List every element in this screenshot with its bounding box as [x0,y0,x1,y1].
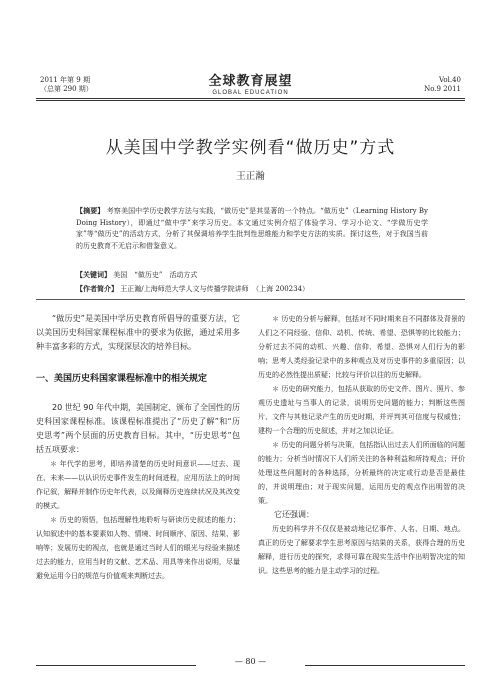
volume-number: Vol.40 [439,76,461,84]
quote-intro: 它还强调： [274,510,314,519]
body-paragraph: ＊ 历史的问题分析与决策，包括指认出过去人们所面临的问题的能力；分析当时情况下人们所关注的各种利益和所持观点；评价处理这些问题时的各种选择，分析最终的决定或行动是否是最佳的，并说明理由；对于现实问题，运用历史的观点作出明智的决策。 [258,441,465,505]
body-paragraph: ＊ 历史的研究能力，包括从获取的历史文件、图片、照片、参观历史遗址与当事人的记录，说明历史问题的能力；判断这些图片、文件与其他记录产生的历史时期，并评判其可信度与权威性；建构一个合理的历史叙述，并对之加以论证。 [258,385,465,435]
intro-paragraph: “做历史”是美国中学历史教育所倡导的重要方法，它以美国历史科国家课程标准中的要求为依据，通过采用多种丰富多彩的方式，实现深层次的培养目标。 [36,314,240,351]
abstract-divider [36,299,465,300]
left-column [36,312,240,583]
issue-number: 2011 年第 9 期 [40,76,90,84]
body-paragraph: 历史的科学并不仅仅是被动地记忆事件、人名、日期、地点。真正的历史了解要求学生思考原因与结果的关系，获得合理的历史解释，进行历史的探究，求得可靠在现实生活中作出明智决定的知识。这些思考的能力是主动学习的过程。 [258,525,465,575]
issue-total: （总第 290 期） [40,85,93,93]
keywords-text: 美国 “做历史” 活动方式 [113,271,198,279]
abstract-text: 考察美国中学历史教学方法与实践，“做历史”是其显著的一个特点。“做历史”（Learning History By Doing History），即通过“做中学”来学习历史。本文通过实例介绍了体验学习、学习小论文、“学做历史学家”等“做历史”的活动方式，分析了其保调培养学生批判性思维能力和学史方法的实质。探讨这些，对于我国当前的历史教育不无启示和借鉴意义。 [76,207,428,251]
abstract-tag: 【摘要】 [76,207,105,215]
keywords [76,270,428,280]
header-rule-thin [36,100,465,101]
header-rule [36,98,465,99]
body-paragraph: ＊ 历史的领悟，包括理解性地聆听与研读历史叙述的能力；认知叙述中的基本要素如人物、情境、时间顺序、原因、结果、影响等；发展历史的视点，也就是通过当时人们的眼光与经验来描述过去的能力，应用当时的文献、艺术品、用具等来作出说明，尽量避免运用今日的规范与价值观来判断过去。 [36,516,240,580]
footer-rule-right [305,665,465,666]
volume-info [424,76,461,94]
body-paragraph: ＊ 年代学的思考，即培养清楚的历史时间意识——过去、现在、未来——以认识历史事件发生的时间进程，应用历法上的时间作记叙，解释并制作历史年代表，以及阐释历史连续状况及其改变的模式。 [36,460,240,510]
right-column [258,312,465,578]
body-paragraph: ＊ 历史的分析与解释，包括对不同时期来自不同群体及背景的人们之不同经验、信仰、动机、传统、希望、恐惧等的比较能力；分析过去不同的动机、兴趣、信仰、希望、恐惧对人们行为的影响；思考人类经验记录中的多种观点及对历史事件的多重原因；以历史的必然性提出质疑；比较与评价以往的历史解释。 [258,315,465,379]
section-heading: 一、美国历史科国家课程标准中的相关规定 [36,374,208,384]
author-info-tag: 【作者简介】 [76,285,118,293]
abstract [76,206,428,253]
article-author: 王正瀚 [236,171,265,182]
author-info [76,284,428,294]
magazine-title: 全球教育展望 [208,74,293,89]
article-title: 从美国中学教学实例看“做历史”方式 [105,138,396,158]
magazine-subtitle: GLOBAL EDUCATION [212,90,289,96]
keywords-tag: 【关键词】 [76,271,111,279]
page-number: — 80 — [234,657,267,666]
body-paragraph: 20 世纪 90 年代中期，美国制定、颁布了全国性的历史科国家课程标准。该课程标准提出了“历史了解”和“历史思考”两个层面的历史教育目标。其中，“历史思考”包括五项要求： [36,403,240,454]
volume-issue: No.9 2011 [424,85,461,93]
author-info-text: 王正瀚/上海师范大学人文与传播学院讲师 （上海 200234） [120,285,310,293]
